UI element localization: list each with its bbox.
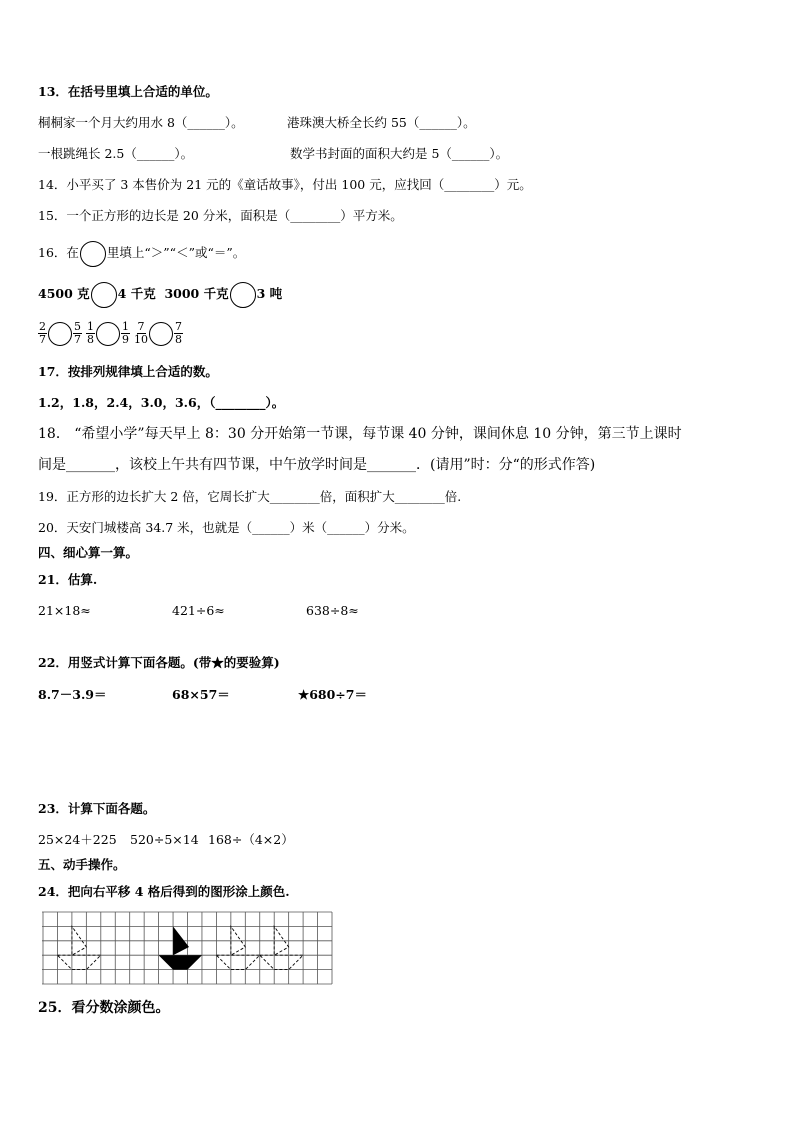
q14-text: 14．小平买了 3 本售价为 21 元的《童话故事》，付出 100 元，应找回（________）元。 bbox=[38, 177, 532, 192]
section-five-heading: 五、动手操作。 bbox=[38, 857, 126, 872]
q13-item-d: 数学书封面的面积大约是 5（______）。 bbox=[290, 146, 509, 161]
q19-text: 19．正方形的边长扩大 2 倍，它周长扩大________倍，面积扩大________倍. bbox=[38, 489, 462, 504]
q13-item-b: 港珠澳大桥全长约 55（______）。 bbox=[287, 115, 476, 130]
q23-title: 23．计算下面各题。 bbox=[38, 801, 156, 816]
q16-row1-b-left: 3000 千克 bbox=[164, 286, 229, 301]
q22-item-1: 8.7－3.9＝ bbox=[38, 687, 107, 702]
fraction: $\frac{5}{7}$ bbox=[74, 320, 81, 346]
q17-sequence: 1.2，1.8，2.4，3.0，3.6，（________）。 bbox=[38, 395, 285, 410]
q21-item-3: 638÷8≈ bbox=[306, 603, 359, 618]
q23-item-3: 168÷（4×2） bbox=[208, 832, 294, 847]
q22-item-3: ★680÷7＝ bbox=[298, 687, 367, 702]
answer-circle[interactable] bbox=[91, 282, 117, 308]
q21-item-1: 21×18≈ bbox=[38, 603, 91, 618]
fraction: $\frac{7}{10}$ bbox=[134, 320, 148, 346]
section-four-heading: 四、细心算一算。 bbox=[38, 545, 139, 560]
q16-row1-a-right: 4 千克 bbox=[117, 286, 156, 301]
q13-item-a: 桐桐家一个月大约用水 8（______）。 bbox=[38, 115, 244, 130]
answer-circle[interactable] bbox=[149, 322, 173, 346]
q13-item-c: 一根跳绳长 2.5（______）。 bbox=[38, 146, 194, 161]
q16-prefix: 16．在 bbox=[38, 245, 79, 260]
q17-title: 17．按排列规律填上合适的数。 bbox=[38, 364, 218, 379]
q16-title bbox=[38, 240, 245, 267]
q25-title: 25．看分数涂颜色。 bbox=[38, 1000, 170, 1016]
q16-row2 bbox=[38, 321, 183, 346]
fraction: $\frac{7}{8}$ bbox=[175, 320, 182, 346]
q13-title: 13．在括号里填上合适的单位。 bbox=[38, 84, 218, 99]
q22-item-2: 68×57＝ bbox=[172, 687, 230, 702]
q23-item-2: 520÷5×14 bbox=[130, 832, 199, 847]
translation-grid bbox=[42, 911, 334, 989]
q21-item-2: 421÷6≈ bbox=[172, 603, 225, 618]
q22-title: 22．用竖式计算下面各题。(带★的要验算) bbox=[38, 655, 280, 670]
fraction: $\frac{2}{7}$ bbox=[39, 320, 46, 346]
q16-row1 bbox=[38, 281, 282, 308]
grid-svg bbox=[42, 911, 334, 985]
answer-circle[interactable] bbox=[230, 282, 256, 308]
q16-row1-a-left: 4500 克 bbox=[38, 286, 90, 301]
q15-text: 15．一个正方形的边长是 20 分米，面积是（________）平方米。 bbox=[38, 208, 403, 223]
fraction: $\frac{1}{8}$ bbox=[87, 320, 94, 346]
q24-title: 24．把向右平移 4 格后得到的图形涂上颜色. bbox=[38, 884, 290, 899]
q18-line2: 间是_______，该校上午共有四节课，中午放学时间是_______．(请用”时：分“的形式作答) bbox=[38, 457, 596, 473]
dashed-boat-2[interactable] bbox=[216, 926, 259, 969]
fraction: $\frac{1}{9}$ bbox=[122, 320, 129, 346]
dashed-boat-3[interactable] bbox=[260, 926, 303, 969]
compare-circle bbox=[80, 241, 106, 267]
dashed-boat-1 bbox=[57, 926, 100, 969]
q18-line1: 18． “希望小学”每天早上 8：30 分开始第一节课，每节课 40 分钟，课间休息 10 分钟，第三节上课时 bbox=[38, 426, 682, 442]
q20-text: 20．天安门城楼高 34.7 米，也就是（______）米（______）分米。 bbox=[38, 520, 415, 535]
q16-suffix: 里填上“＞”“＜”或“＝”。 bbox=[106, 245, 246, 260]
q23-item-1: 25×24＋225 bbox=[38, 832, 117, 847]
solid-boat[interactable] bbox=[159, 926, 202, 969]
answer-circle[interactable] bbox=[48, 322, 72, 346]
answer-circle[interactable] bbox=[96, 322, 120, 346]
q16-row1-b-right: 3 吨 bbox=[256, 286, 283, 301]
q21-title: 21．估算. bbox=[38, 572, 98, 587]
